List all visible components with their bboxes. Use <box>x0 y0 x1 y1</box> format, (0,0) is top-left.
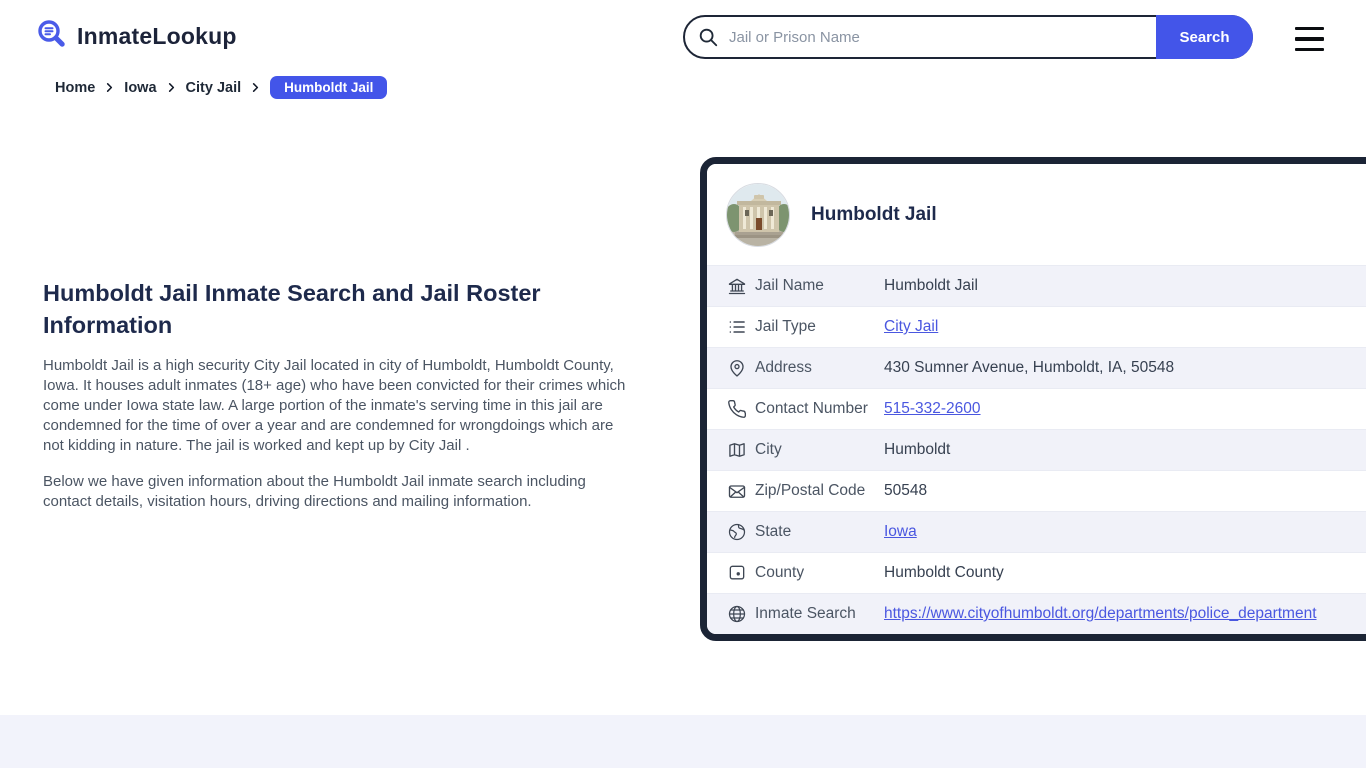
row-value <box>884 605 1317 623</box>
jail-details-card <box>700 157 1366 641</box>
globe-americas-icon <box>727 522 747 542</box>
jail-card-header <box>707 164 1366 265</box>
table-row <box>707 347 1366 388</box>
row-label: Contact Number <box>755 400 868 417</box>
table-row <box>707 265 1366 306</box>
page-title: Humboldt Jail Inmate Search and Jail Roster Information <box>43 280 541 338</box>
row-value-link[interactable]: https://www.cityofhumboldt.org/departments/police_department <box>884 605 1317 622</box>
county-marker-icon <box>727 563 747 583</box>
row-label: Address <box>755 359 812 376</box>
hamburger-menu-icon[interactable] <box>1295 26 1327 52</box>
row-label: Inmate Search <box>755 605 856 622</box>
footer-strip <box>0 715 1366 768</box>
search-button[interactable]: Search <box>1156 15 1253 59</box>
breadcrumb-city-jail[interactable]: City Jail <box>185 79 242 96</box>
bank-icon <box>727 276 747 296</box>
mail-icon <box>727 481 747 501</box>
row-label: State <box>755 523 792 540</box>
row-value-link[interactable]: Iowa <box>884 523 917 540</box>
chevron-right-icon <box>166 82 177 93</box>
row-value: Humboldt County <box>884 564 1004 581</box>
jail-card-title: Humboldt Jail <box>811 203 937 225</box>
breadcrumb-iowa[interactable]: Iowa <box>124 79 157 96</box>
breadcrumb <box>55 76 387 99</box>
table-row <box>707 593 1366 634</box>
table-row <box>707 306 1366 347</box>
row-value: 50548 <box>884 482 928 499</box>
row-value-link[interactable]: City Jail <box>884 318 939 335</box>
row-label: Jail Type <box>755 318 816 335</box>
table-row <box>707 388 1366 429</box>
row-value-link[interactable]: 515-332-2600 <box>884 400 981 417</box>
brand-name: InmateLookup <box>77 23 237 49</box>
breadcrumb-current-badge: Humboldt Jail <box>270 76 387 99</box>
table-row <box>707 552 1366 593</box>
phone-icon <box>727 399 747 419</box>
chevron-right-icon <box>104 82 115 93</box>
info-paragraph: Below we have given information about the Humboldt Jail inmate search including contact details, visitation hours, driving directions and mailing information. <box>43 473 586 510</box>
chevron-right-icon <box>250 82 261 93</box>
intro-paragraph: Humboldt Jail is a high security City Jail located in city of Humboldt, Humboldt County, Iowa. It houses adult inmates (18+ age) who have been convicted for their crimes which come under Iowa state law. A large portion of the inmate's serving time in this jail are condemned for the time of over a year and are condemned for wrongdoings which are not kidding in nature. The jail is worked and kept up by City Jail . <box>43 357 626 454</box>
list-icon <box>727 317 747 337</box>
jail-info-table <box>707 265 1366 634</box>
magnifier-list-logo-icon <box>36 18 68 55</box>
globe-icon <box>727 604 747 624</box>
row-value: Humboldt Jail <box>884 277 978 294</box>
row-label: Jail Name <box>755 277 824 294</box>
map-pin-icon <box>727 358 747 378</box>
row-label: Zip/Postal Code <box>755 482 866 499</box>
table-row <box>707 470 1366 511</box>
brand-logo[interactable] <box>36 18 237 55</box>
map-icon <box>727 440 747 460</box>
row-value: Humboldt <box>884 441 951 458</box>
table-row <box>707 511 1366 552</box>
row-value <box>884 400 981 418</box>
search-bar <box>683 15 1253 59</box>
row-value <box>884 318 938 336</box>
breadcrumb-home[interactable]: Home <box>55 79 96 96</box>
row-value <box>884 523 917 541</box>
jail-photo <box>726 183 790 247</box>
row-label: City <box>755 441 782 458</box>
row-value: 430 Sumner Avenue, Humboldt, IA, 50548 <box>884 359 1175 376</box>
table-row <box>707 429 1366 470</box>
row-label: County <box>755 564 805 581</box>
